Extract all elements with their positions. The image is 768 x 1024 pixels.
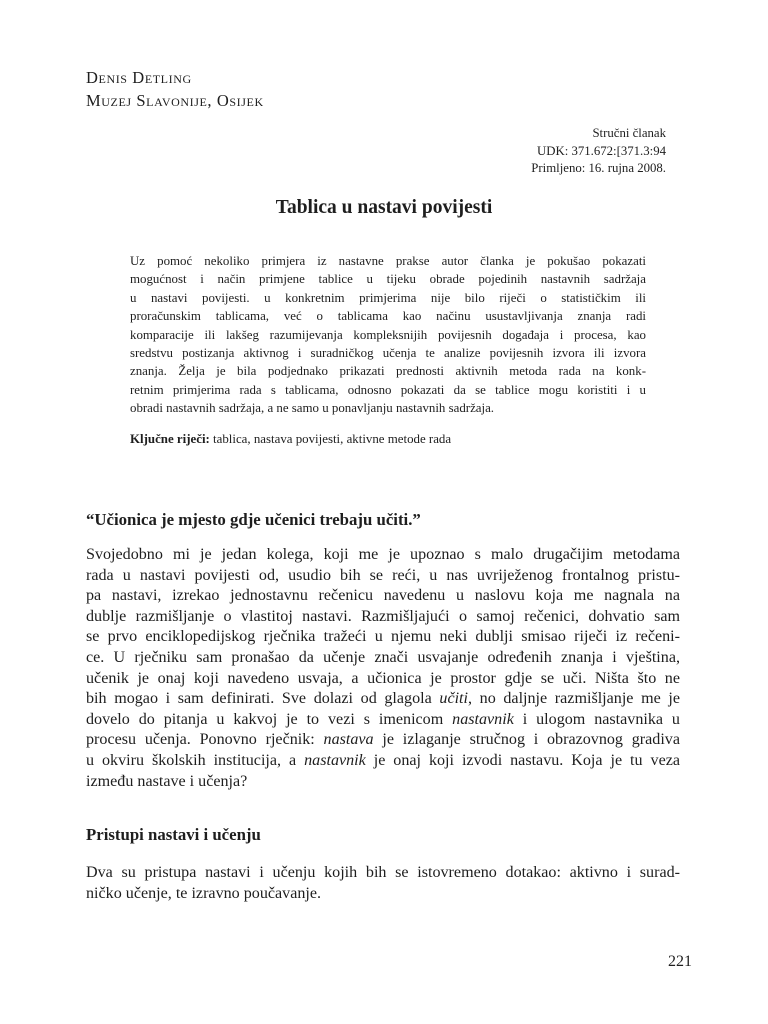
abstract xyxy=(130,252,646,418)
article-title: Tablica u nastavi povijesti xyxy=(275,197,493,218)
abstract-line: mogućnost i način primjene tablice u tijeku obrade pojedinih nastavnih sadržaja xyxy=(130,272,646,287)
body-text: je onaj koji izvodi nastavu. Koja je tu veza xyxy=(365,751,680,769)
body-line: Dva su pristupa nastavi i učenju kojih bih se istovremeno dotakao: aktivno i surad- xyxy=(86,864,680,881)
body-line xyxy=(86,689,680,710)
abstract-line: znanja. Želja je bila podjednako prikazati prednosti aktivnih metoda rada na konk- xyxy=(130,364,646,379)
body-line: se prvo enciklopedijskog rječnika tražeći u njemu neki dublji smisao riječi iz rečeni- xyxy=(86,628,680,646)
body-text: bih mogao i sam definirati. Sve dolazi od glagola xyxy=(86,690,440,708)
body-line: Svojedobno mi je jedan kolega, koji me je upoznao s malo drugačijim metodama xyxy=(86,546,680,563)
author-name: Denis Detling xyxy=(86,68,192,87)
body-text: , no daljnje razmišljanje me je xyxy=(468,690,680,708)
body-line: pa nastavi, izrekao jednostavnu rečenicu navedenu u naslovu koja me nagnala na xyxy=(86,587,680,605)
article-meta xyxy=(531,125,666,178)
article-type: Stručni članak xyxy=(592,126,666,140)
keywords-text: tablica, nastava povijesti, aktivne metode rada xyxy=(209,432,452,446)
emphasis-term: nastavnik xyxy=(304,751,366,769)
abstract-line: retnim primjerima rada s tablicama, odnosno pokazati da se tablice mogu koristiti i u xyxy=(130,382,646,397)
body-line xyxy=(86,751,680,772)
body-paragraph xyxy=(86,863,680,904)
udk-code: UDK: 371.672:[371.3:94 xyxy=(536,143,666,158)
author-block xyxy=(86,66,264,112)
emphasis-term: nastava xyxy=(323,731,374,749)
keywords xyxy=(130,430,646,448)
abstract-line: Uz pomoć nekoliko primjera iz nastavne prakse autor članka je pokušao pokazati xyxy=(130,254,646,268)
abstract-line: obradi nastavnih sadržaja, a ne samo u ponavljanju nastavnih sadržaja. xyxy=(130,401,495,416)
received-date: Primljeno: 16. rujna 2008. xyxy=(531,161,666,175)
abstract-line: u nastavi povijesti. u konkretnim primjerima nije bilo riječi o statističkim ili xyxy=(130,290,646,305)
epigraph-quote: “Učionica je mjesto gdje učenici trebaju učiti.” xyxy=(86,510,421,529)
body-text: dovelo do pitanja u kakvoj je to vezi s imenicom xyxy=(86,710,453,728)
author-affiliation: Muzej Slavonije, Osijek xyxy=(86,91,264,110)
emphasis-term: učiti xyxy=(439,690,468,708)
body-text: i ulogom nastavnika u xyxy=(513,710,680,728)
abstract-line: proračunskim tablicama, već o tablicama kao načinu usustavljivanja znanja radi xyxy=(130,309,646,324)
body-line: ce. U rječniku sam pronašao da učenje znači usvajanje određenih znanja i vještina, xyxy=(86,648,680,666)
body-text: je izlaganje stručnog i obrazovnog gradiva xyxy=(373,731,681,749)
body-line xyxy=(86,710,680,731)
body-paragraph xyxy=(86,545,680,792)
body-line: dublje razmišljanje o vlastitoj nastavi. Razmišljajući o samoj rečenici, dohvatio sam xyxy=(86,607,680,625)
abstract-line: komparacije ili lakšeg razumijevanja kompleksnijih povijesnih događaja i procesa, kao xyxy=(130,327,646,342)
section-heading: Pristupi nastavi i učenju xyxy=(86,825,261,844)
keywords-label: Ključne riječi: xyxy=(130,432,210,446)
emphasis-term: nastavnik xyxy=(452,710,514,728)
page-number: 221 xyxy=(668,953,692,970)
body-text: procesu učenja. Ponovno rječnik: xyxy=(86,731,324,749)
body-line: učenik je onaj koji navedeno usvaja, a učionica je prostor gdje se uči. Ništa što ne xyxy=(86,669,680,687)
body-line: ničko učenje, te izravno poučavanje. xyxy=(86,884,322,902)
body-line: između nastave i učenja? xyxy=(86,772,248,790)
abstract-line: sredstvu postizanja aktivnog i suradničkog učenja te analize povijesnih izvora ili izvora xyxy=(130,346,646,361)
body-line xyxy=(86,730,680,751)
body-text: u okviru školskih institucija, a xyxy=(86,751,305,769)
body-line: rada u nastavi povijesti od, usudio bih se reći, u nas uvriježenog frontalnog pristu- xyxy=(86,566,680,584)
